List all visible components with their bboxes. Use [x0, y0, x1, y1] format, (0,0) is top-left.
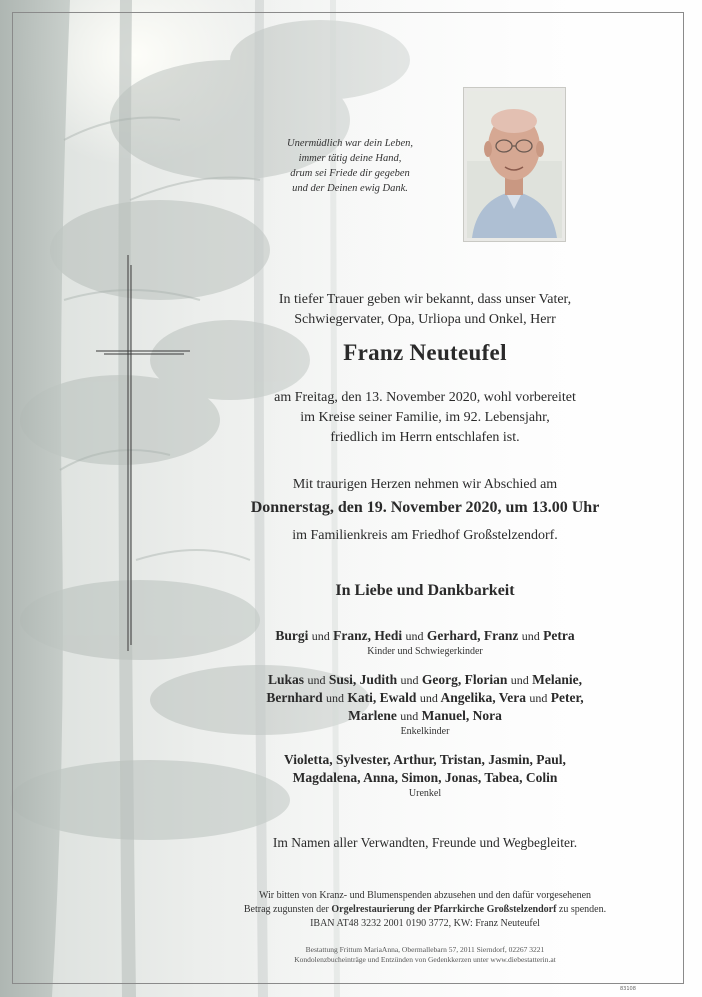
poem-line: Unermüdlich war dein Leben, [287, 138, 413, 149]
cross-icon [96, 255, 190, 651]
announcement-intro [190, 290, 660, 330]
name-group: Bernhard [266, 690, 323, 705]
death-line: friedlich im Herrn entschlafen ist. [330, 430, 520, 445]
poem-line: drum sei Friede dir gegeben [290, 168, 410, 179]
donation-notice [190, 889, 660, 931]
conjunction: und [521, 629, 540, 643]
great-grandchildren-names: Violetta, Sylvester, Arthur, Tristan, Jasmin, Paul, [284, 752, 566, 767]
children-block [190, 627, 660, 658]
relation-label: Kinder und Schwiegerkinder [367, 646, 483, 657]
death-line: im Kreise seiner Familie, im 92. Lebensjahr, [300, 410, 550, 425]
conjunction: und [400, 709, 419, 723]
name-group: Susi, Judith [328, 672, 398, 687]
death-line: am Freitag, den 13. November 2020, wohl vorbereitet [274, 390, 576, 405]
name-group: Lukas [268, 672, 305, 687]
grandchildren-names [190, 707, 660, 725]
notice-text: Betrag zugunsten der [243, 904, 332, 915]
poem-line: und der Deinen ewig Dank. [292, 183, 408, 194]
funeral-date: Donnerstag, den 19. November 2020, um 13.00 Uhr [250, 499, 600, 516]
poem-line: immer tätig deine Hand, [298, 153, 402, 164]
grandchildren-names [190, 689, 660, 707]
conjunction: und [307, 673, 326, 687]
conjunction: und [400, 673, 419, 687]
conjunction: und [311, 629, 330, 643]
name-group: Burgi [275, 628, 309, 643]
donation-purpose: Orgelrestaurierung der Pfarrkirche Großstelzendorf [331, 904, 557, 915]
grandchildren-block [190, 671, 660, 738]
print-code: 83108 [620, 986, 636, 992]
great-grandchildren-names: Magdalena, Anna, Simon, Jonas, Tabea, Colin [292, 770, 558, 785]
notice-text: zu spenden. [556, 904, 607, 915]
notice-line: Wir bitten von Kranz- und Blumenspenden abzusehen und den dafür vorgesehenen [258, 890, 592, 901]
funeral-place: im Familienkreis am Friedhof Großstelzendorf. [292, 528, 558, 543]
name-group: Petra [543, 628, 575, 643]
children-names [190, 627, 660, 645]
portrait-photo [463, 87, 566, 242]
deceased-name: Franz Neuteufel [343, 340, 507, 365]
intro-line: In tiefer Trauer geben wir bekannt, dass unser Vater, [278, 292, 572, 307]
name-group: Melanie, [532, 672, 582, 687]
name-group: Marlene [348, 708, 397, 723]
love-heading: In Liebe und Dankbarkeit [335, 582, 515, 599]
name-group: Franz, Hedi [333, 628, 403, 643]
conjunction: und [510, 673, 529, 687]
relation-label: Enkelkinder [400, 726, 450, 737]
relation-label: Urenkel [408, 788, 442, 799]
iban-line: IBAN AT48 3232 2001 0190 3772, KW: Franz Neuteufel [310, 918, 540, 929]
conjunction: und [529, 691, 548, 705]
conjunction: und [419, 691, 438, 705]
name-group: Manuel, Nora [421, 708, 502, 723]
name-group: Peter, [550, 690, 584, 705]
name-group: Kati, Ewald [347, 690, 417, 705]
name-group: Gerhard, Franz [426, 628, 519, 643]
name-group: Georg, Florian [421, 672, 508, 687]
closing-text: Im Namen aller Verwandten, Freunde und Wegbegleiter. [272, 835, 578, 850]
undertaker-line: Bestattung Frittum MariaAnna, Obermallebarn 57, 2011 Sierndorf, 02267 3221 [305, 945, 545, 954]
grandchildren-names [190, 671, 660, 689]
death-details [190, 388, 660, 448]
family-list [190, 627, 660, 813]
intro-line: Schwiegervater, Opa, Urliopa und Onkel, Herr [294, 312, 556, 327]
undertaker-line: Kondolenzbucheinträge und Entzünden von Gedenkkerzen unter www.diebestatterin.at [294, 955, 556, 964]
farewell-text: Mit traurigen Herzen nehmen wir Abschied am [292, 477, 558, 492]
memorial-poem [250, 136, 450, 196]
great-grandchildren-block [190, 751, 660, 800]
conjunction: und [405, 629, 424, 643]
notice-line [190, 903, 660, 917]
undertaker-info [190, 945, 660, 965]
name-group: Angelika, Vera [440, 690, 526, 705]
conjunction: und [326, 691, 345, 705]
